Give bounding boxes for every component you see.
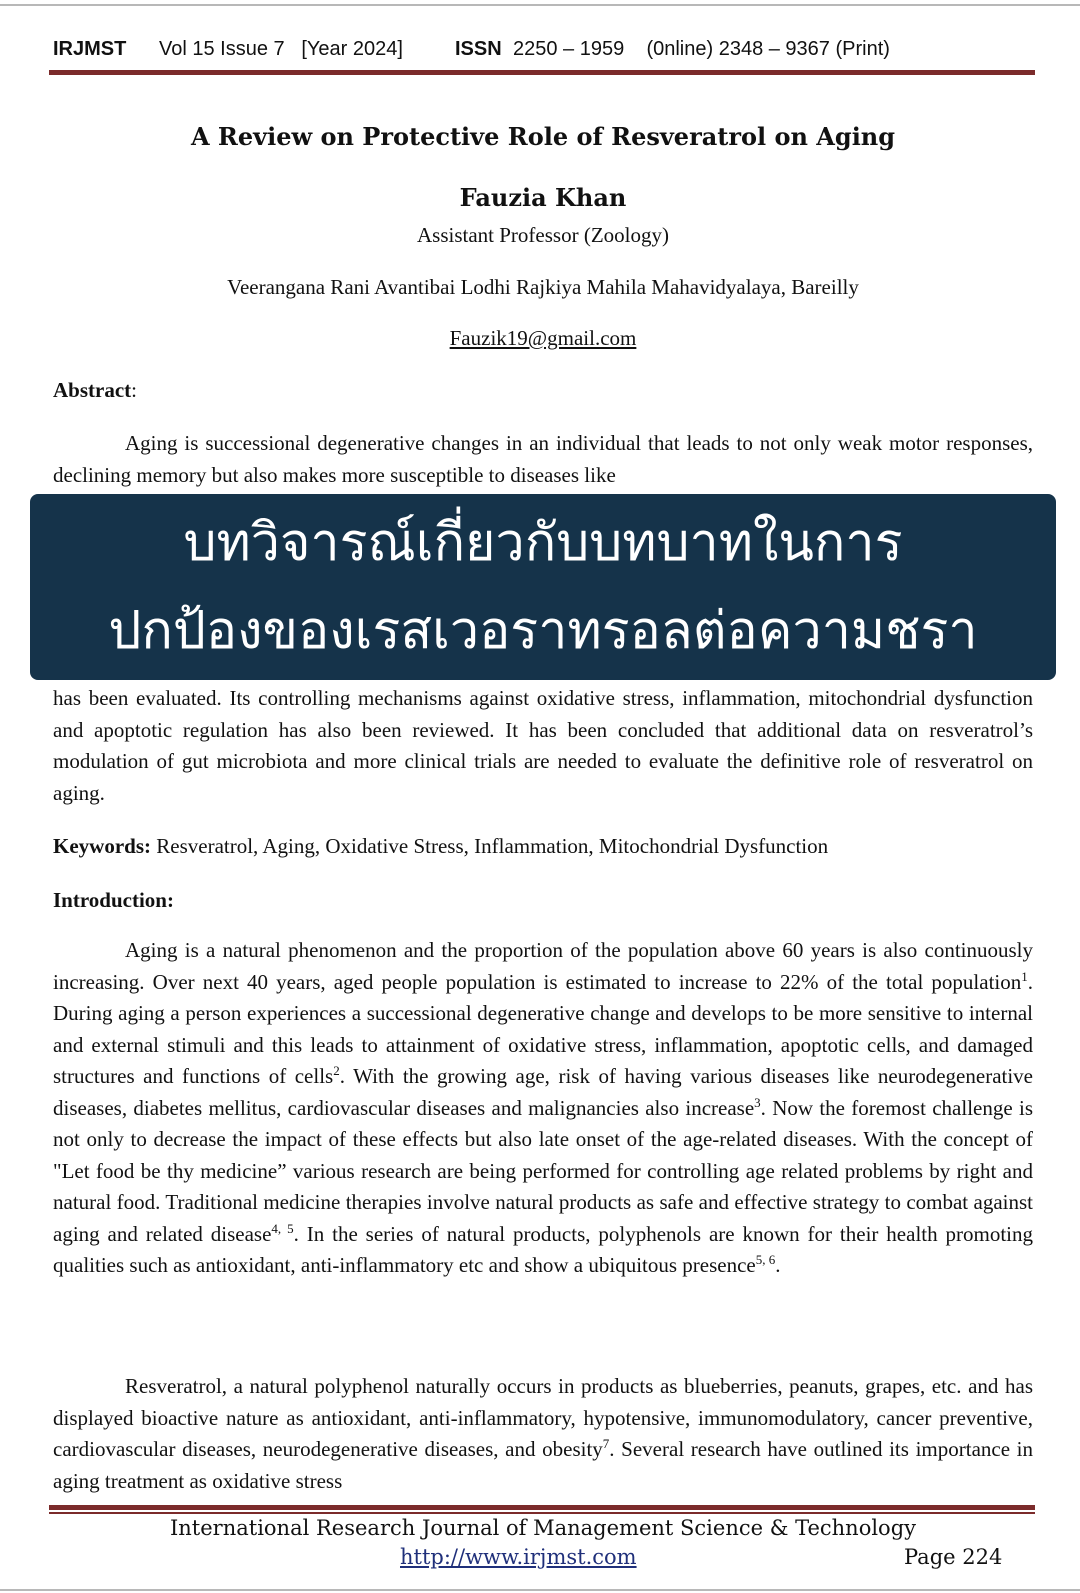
- author-name: Fauzia Khan: [459, 183, 627, 212]
- abstract-heading: [53, 378, 1033, 403]
- page-bottom-border: [0, 1589, 1080, 1591]
- issn-numbers: 2250 – 1959 (0nline) 2348 – 9367 (Print): [513, 38, 890, 60]
- author-email: [53, 326, 1033, 351]
- intro-p1-text: . With the growing age, risk of having various diseases like neurodegenerative diseases, diabetes mellitus, cardiovascular diseases and malignancies also increase: [53, 1064, 1034, 1120]
- article-title: A Review on Protective Role of Resveratrol on Aging: [190, 122, 896, 151]
- journal-abbrev: IRJMST: [53, 38, 127, 60]
- citation-ref: 2: [333, 1063, 340, 1078]
- citation-ref: 5, 6: [755, 1252, 776, 1267]
- abstract-label-colon: :: [131, 378, 137, 402]
- citation-ref: 1: [1021, 968, 1028, 984]
- running-header: [53, 38, 1027, 68]
- author-position: Assistant Professor (Zoology): [417, 223, 669, 247]
- volume-issue: Vol 15 Issue 7 [Year 2024]: [159, 38, 403, 60]
- intro-p2-text: Resveratrol, a natural polyphenol naturally occurs in products as blueberries, peanuts, grapes, etc. and has displayed bioactive nature as antioxidant, anti-inflammatory, hypotensive, immunomodulatory, cancer preventive, cardiovascular diseases, neurodegenerative diseases, and obesity: [53, 1374, 1033, 1461]
- abstract-text-start: Aging is successional degenerative changes in an individual that leads to not only weak motor responses, declining memory but also makes more susceptible to diseases like: [53, 431, 1033, 487]
- banner-line-1: บทวิจารณ์เกี่ยวกับบทบาทในการ: [183, 513, 903, 573]
- keywords-line: [53, 834, 1033, 859]
- keywords-label: Keywords:: [53, 834, 151, 858]
- abstract-text-end: has been evaluated. Its controlling mechanisms against oxidative stress, inflammation, mitochondrial dysfunction and apoptotic regulation has also been reviewed. It has been concluded that additional data on resveratrol’s modulation of gut microbiota and more clinical trials are needed to evaluate the definitive role of resveratrol on aging.: [53, 686, 1033, 805]
- translation-banner: [30, 494, 1056, 680]
- footer-url-link[interactable]: http://www.irjmst.com: [400, 1545, 637, 1569]
- citation-ref: 7: [602, 1436, 610, 1451]
- intro-p1-text: . In the series of natural products, polyphenols are known for their health promoting qualities such as antioxidant, anti-inflammatory etc and show a ubiquitous presence: [53, 1221, 1033, 1277]
- introduction-paragraph-2: [53, 1371, 1033, 1497]
- footer-rule-thick: [49, 1505, 1035, 1510]
- footer-rule-thin: [49, 1512, 1035, 1514]
- page-top-border: [0, 4, 1080, 6]
- introduction-paragraph-1: [53, 935, 1033, 1282]
- intro-p1-text: Aging is a natural phenomenon and the proportion of the population above 60 years is also continuously increasing. Over next 40 years, aged people population is estimated to increase to 22% of the total population: [53, 938, 1033, 994]
- introduction-heading: Introduction:: [53, 888, 174, 912]
- header-rule: [49, 70, 1035, 75]
- intro-p1-text: . During aging a person experiences a successional degenerative change and develops to be more sensitive to internal and external stimuli and this leads to attainment of oxidative stress, inflammation, apoptotic cells, and damaged structures and functions of cells: [53, 969, 1033, 1088]
- intro-p1-text: . Now the foremost challenge is not only to decrease the impact of these effects but also late onset of the age-related diseases. With the concept of "Let food be thy medicine” various research are being performed for controlling age related problems by right and natural food. Traditional medicine therapies involve natural products as safe and effective strategy to combat against aging and related disease: [53, 1095, 1033, 1246]
- author-institution: Veerangana Rani Avantibai Lodhi Rajkiya Mahila Mahavidyalaya, Bareilly: [227, 275, 859, 299]
- intro-p2-text: . Several research have outlined its importance in aging treatment as oxidative stress: [53, 1437, 1033, 1493]
- footer-journal-name: International Research Journal of Management Science & Technology: [169, 1516, 916, 1540]
- keywords-text: Resveratrol, Aging, Oxidative Stress, Inflammation, Mitochondrial Dysfunction: [156, 834, 829, 858]
- issn-label: ISSN: [455, 38, 502, 60]
- page-number: Page 224: [904, 1545, 1003, 1569]
- email-link[interactable]: Fauzik19@gmail.com: [449, 326, 637, 350]
- citation-ref: 4, 5: [271, 1220, 294, 1236]
- abstract-label: Abstract: [53, 378, 132, 402]
- citation-ref: 3: [754, 1094, 761, 1110]
- banner-line-2: ปกป้องของเรสเวอราทรอลต่อความชรา: [108, 601, 978, 661]
- intro-p1-text: .: [775, 1253, 781, 1277]
